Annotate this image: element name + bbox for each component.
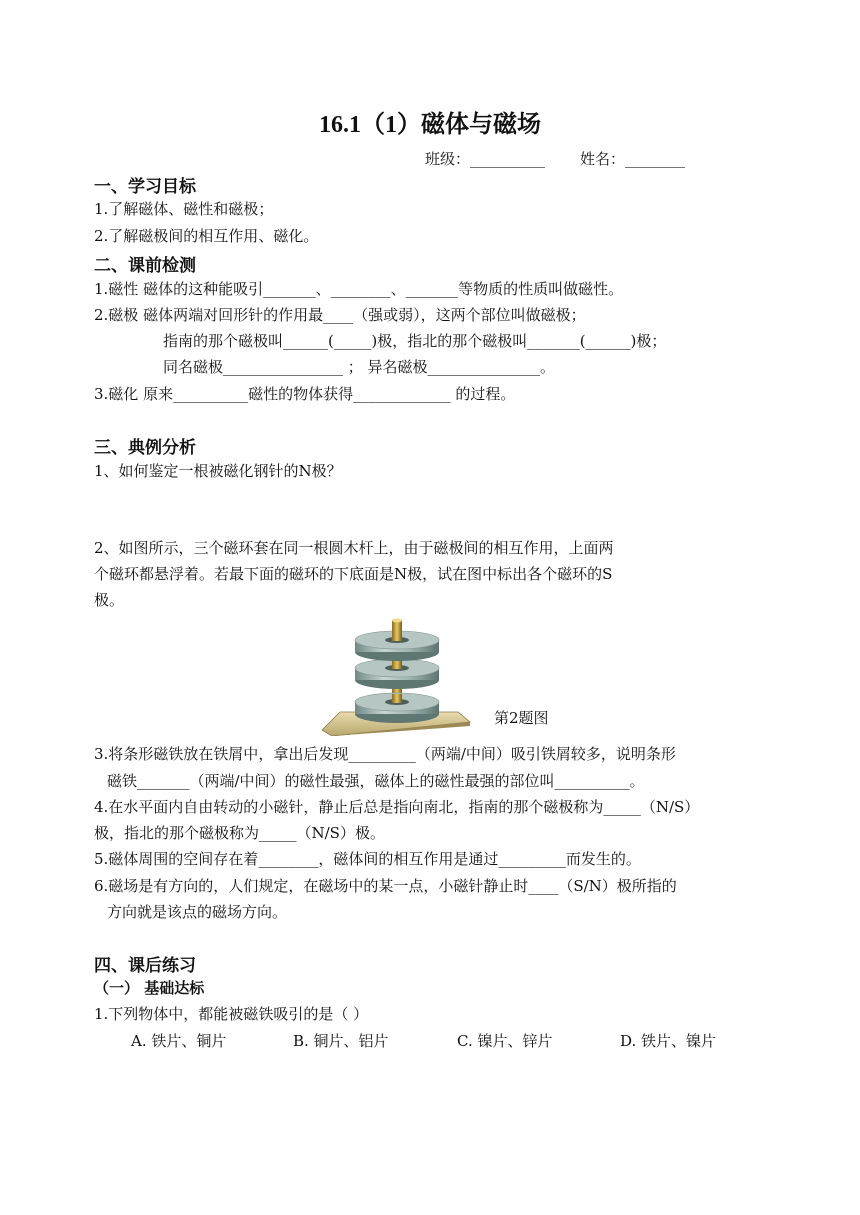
section-heading-practice: 四、课后练习 bbox=[94, 956, 196, 976]
example-question-line: 方向就是该点的磁场方向。 bbox=[107, 903, 288, 921]
example-question-line: 5.磁体周围的空间存在着________，磁体间的相互作用是通过_________而发生的。 bbox=[94, 850, 641, 868]
precheck-line: 指南的那个磁极叫______(_____)极，指北的那个磁极叫_______(______)极； bbox=[163, 332, 667, 350]
magnetic-rings-figure bbox=[320, 618, 472, 736]
example-question-line: 4.在水平面内自由转动的小磁针，静止后总是指向南北，指南的那个磁极称为_____（N/S） bbox=[94, 798, 700, 816]
example-question-line: 磁铁_______（两端/中间）的磁性最强，磁体上的磁性最强的部位叫__________。 bbox=[107, 772, 645, 790]
answer-option-d: D. 铁片、镍片 bbox=[620, 1032, 717, 1050]
answer-option-b: B. 铜片、铝片 bbox=[293, 1032, 389, 1050]
name-field-label: 姓名：________ bbox=[580, 150, 686, 168]
answer-option-a: A. 铁片、铜片 bbox=[131, 1032, 227, 1050]
practice-question: 1.下列物体中，都能被磁铁吸引的是（ ） bbox=[94, 1005, 369, 1023]
example-question: 1、如何鉴定一根被磁化钢针的N极？ bbox=[94, 462, 342, 480]
precheck-line: 1.磁性 磁体的这种能吸引_______、________、_______等物质的性质叫做磁性。 bbox=[94, 280, 624, 298]
figure-caption: 第2题图 bbox=[494, 709, 549, 727]
section-heading-examples: 三、典例分析 bbox=[94, 438, 196, 458]
example-question-line: 极。 bbox=[94, 591, 125, 609]
answer-option-c: C. 镍片、锌片 bbox=[457, 1032, 553, 1050]
example-question-line: 3.将条形磁铁放在铁屑中，拿出后发现_________（两端/中间）吸引铁屑较多，说明条形 bbox=[94, 745, 676, 763]
subsection-heading-basic: （一） 基础达标 bbox=[94, 979, 205, 997]
precheck-line: 3.磁化 原来__________磁性的物体获得_____________ 的过程。 bbox=[94, 385, 516, 403]
example-question-line: 6.磁场是有方向的，人们规定，在磁场中的某一点，小磁针静止时____（S/N）极所指的 bbox=[94, 877, 677, 895]
example-question-line: 个磁环都悬浮着。若最下面的磁环的下底面是N极，试在图中标出各个磁环的S bbox=[94, 565, 613, 583]
section-heading-objectives: 一、学习目标 bbox=[94, 177, 196, 197]
class-field-label: 班级：__________ bbox=[425, 150, 546, 168]
precheck-line: 同名磁极________________ ； 异名磁极_______________。 bbox=[163, 358, 556, 376]
objective-item: 2.了解磁极间的相互作用、磁化。 bbox=[94, 227, 319, 245]
page-title: 16.1（1）磁体与磁场 bbox=[319, 112, 541, 138]
precheck-line: 2.磁极 磁体两端对回形针的作用最____（强或弱），这两个部位叫做磁极； bbox=[94, 306, 586, 324]
section-heading-precheck: 二、课前检测 bbox=[94, 256, 196, 276]
objective-item: 1.了解磁体、磁性和磁极； bbox=[94, 200, 274, 218]
example-question-line: 2、如图所示，三个磁环套在同一根圆木杆上，由于磁极间的相互作用，上面两 bbox=[94, 539, 614, 557]
example-question-line: 极，指北的那个磁极称为_____（N/S）极。 bbox=[94, 824, 385, 842]
